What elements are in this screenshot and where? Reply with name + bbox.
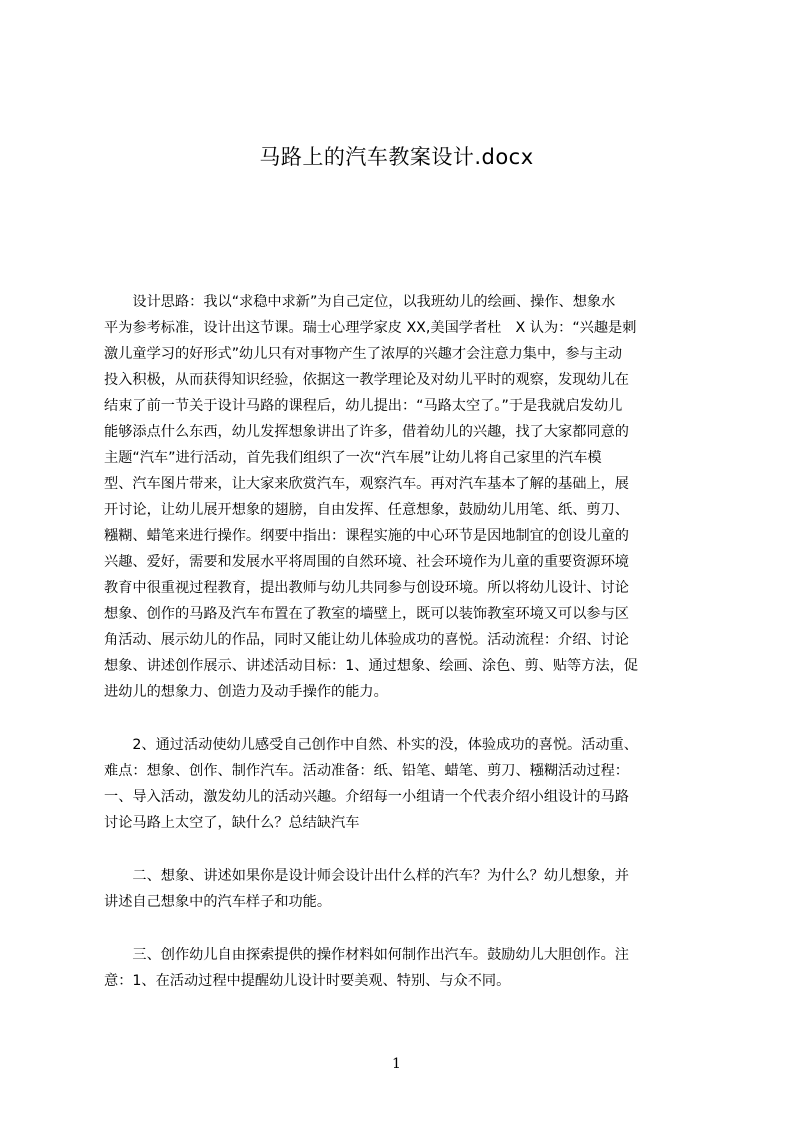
text-line: 平为参考标准，设计出这节课。瑞士心理学家皮 XX,美国学者杜 X 认为：“兴趣是刺 [104,320,637,336]
paragraph-gap [104,836,698,863]
text-line: 能够添点什么东西，幼儿发挥想象讲出了许多，借着幼儿的兴趣，找了大家都同意的 [104,424,629,440]
text-line: 二、想象、讲述如果你是设计师会设计出什么样的汽车？为什么？幼儿想象，并 [104,868,629,884]
text-line: 激儿童学习的好形式”幼儿只有对事物产生了浓厚的兴趣才会注意力集中，参与主动 [104,346,623,362]
text-line: 想象、创作的马路及汽车布置在了教室的墙壁上，既可以装饰教室环境又可以参与区 [104,606,629,622]
paragraph [104,863,698,915]
text-line: 设计思路：我以“求稳中求新”为自己定位，以我班幼儿的绘画、操作、想象水 [104,294,616,310]
page-number: 1 [392,1056,401,1072]
text-line: 主题“汽车”进行活动，首先我们组织了一次“汽车展”让幼儿将自己家里的汽车模 [104,450,602,466]
document-body [104,289,698,994]
paragraph [104,942,698,994]
text-line: 型、汽车图片带来，让大家来欣赏汽车，观察汽车。再对汽车基本了解的基础上，展 [104,476,629,492]
text-line: 投入积极，从而获得知识经验，依据这一教学理论及对幼儿平时的观察，发现幼儿在 [104,372,629,388]
text-line: 2、通过活动使幼儿感受自己创作中自然、朴实的没，体验成功的喜悦。活动重、 [104,737,638,753]
text-line: 想象、讲述创作展示、讲述活动目标：1、通过想象、绘画、涂色、剪、贴等方法，促 [104,658,638,674]
text-line: 兴趣、爱好，需要和发展水平将周围的自然环境、社会环境作为儿童的重要资源环境 [104,554,629,570]
paragraph-gap [104,915,698,942]
paragraph [104,732,698,836]
text-line: 糨糊、蜡笔来进行操作。纲要中指出：课程实施的中心环节是因地制宜的创设儿童的 [104,528,629,544]
document-title: 马路上的汽车教案设计.docx [259,145,534,169]
paragraph-gap [104,705,698,732]
text-line: 角活动、展示幼儿的作品，同时又能让幼儿体验成功的喜悦。活动流程：介绍、讨论 [104,632,629,648]
text-line: 开讨论，让幼儿展开想象的翅膀，自由发挥、任意想象，鼓励幼儿用笔、纸、剪刀、 [104,502,629,518]
text-line: 一、导入活动，激发幼儿的活动兴趣。介绍每一小组请一个代表介绍小组设计的马路 [104,789,629,805]
text-line: 三、创作幼儿自由探索提供的操作材料如何制作出汽车。鼓励幼儿大胆创作。注 [104,947,629,963]
text-line: 讲述自己想象中的汽车样子和功能。 [104,894,332,910]
text-line: 讨论马路上太空了，缺什么？总结缺汽车 [104,815,360,831]
text-line: 结束了前一节关于设计马路的课程后，幼儿提出：“马路太空了。”于是我就启发幼儿 [104,398,623,414]
text-line: 进幼儿的想象力、创造力及动手操作的能力。 [104,684,388,700]
text-line: 意：1、在活动过程中提醒幼儿设计时要美观、特别、与众不同。 [104,973,511,989]
text-line: 难点：想象、创作、制作汽车。活动准备：纸、铅笔、蜡笔、剪刀、糨糊活动过程： [104,763,629,779]
paragraph [104,289,698,705]
text-line: 教育中很重视过程教育，提出教师与幼儿共同参与创设环境。所以将幼儿设计、讨论 [104,580,629,596]
